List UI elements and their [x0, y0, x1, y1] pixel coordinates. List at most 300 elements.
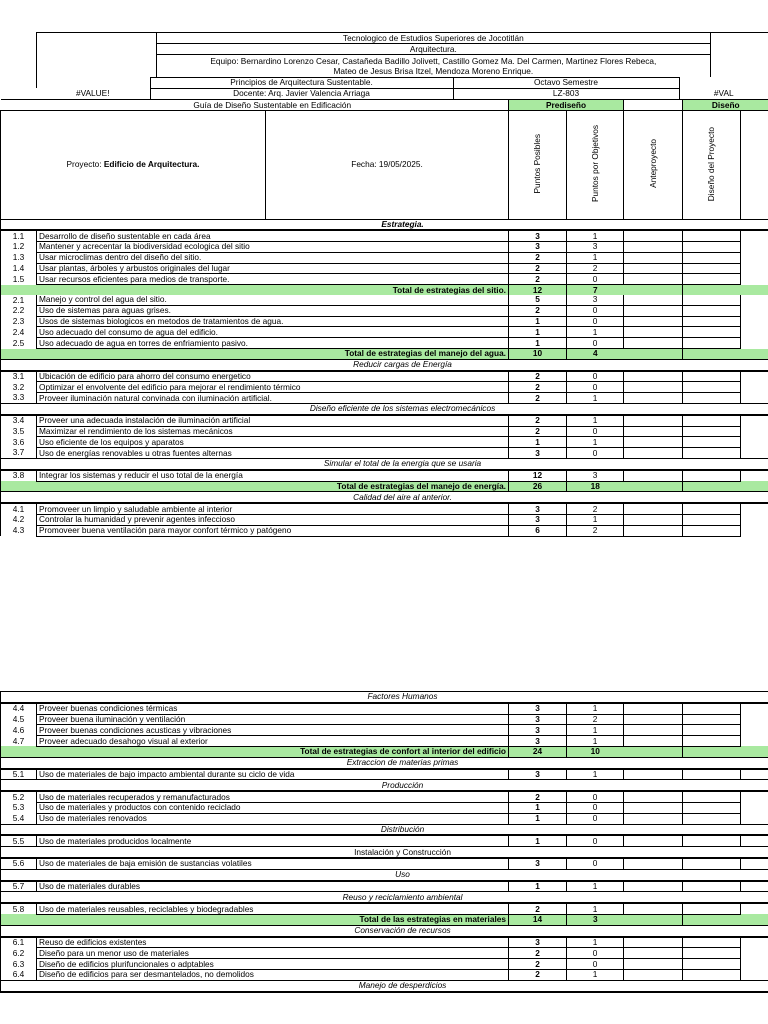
anteproyecto-cell [624, 937, 683, 948]
puntos-posibles: 3 [509, 242, 567, 253]
strategy-id: 5.1 [1, 769, 37, 780]
team-line-1: Equipo: Bernardino Lorenzo Cesar, Castañeda Badillo Jolivett, Castillo Gomez Ma. Del Carmen, Martinez Flores Rebeca, [210, 55, 657, 66]
strategy-id: 1.5 [1, 274, 37, 285]
trailing-cell [741, 515, 768, 526]
table-row [1, 295, 768, 305]
diseno-proyecto-cell [683, 703, 741, 714]
strategy-description: Usar plantas, árboles y arbustos originales del lugar [37, 263, 509, 274]
strategy-id: 4.2 [1, 515, 37, 526]
puntos-posibles: 2 [509, 252, 567, 263]
section-row [1, 847, 768, 858]
guide-title: Guía de Diseño Sustentable en Edificación [37, 100, 509, 111]
trailing-cell [741, 437, 768, 448]
puntos-posibles: 1 [509, 327, 567, 338]
trailing-cell [741, 448, 768, 459]
strategy-description: Promoveer buena ventilación para mayor confort térmico y patógeno [37, 525, 509, 536]
diseno-proyecto-cell [683, 338, 741, 349]
anteproyecto-cell [624, 525, 683, 536]
puntos-posibles: 2 [509, 948, 567, 959]
strategy-description: Controlar la humanidad y prevenir agentes infeccioso [37, 515, 509, 526]
diseno-proyecto-cell [683, 881, 741, 892]
puntos-objetivos: 1 [567, 327, 624, 338]
diseno-proyecto-cell [683, 305, 741, 316]
total-row [1, 914, 768, 925]
puntos-objetivos: 0 [567, 305, 624, 316]
table-row [1, 858, 768, 869]
diseno-proyecto-cell [683, 813, 741, 824]
total-label: Total de las estrategias en materiales [37, 914, 509, 925]
trailing-cell [741, 327, 768, 338]
table-row [1, 703, 768, 714]
table-row [1, 736, 768, 747]
table-row [1, 503, 768, 514]
total-row [1, 481, 768, 492]
diseno-proyecto-cell [683, 769, 741, 780]
strategy-id: 5.8 [1, 903, 37, 914]
trailing-cell [741, 316, 768, 327]
table-row [1, 327, 768, 338]
trailing-cell [741, 426, 768, 437]
trailing-cell [741, 503, 768, 514]
section-title: Extraccion de materias primas [37, 757, 768, 768]
sheet-page-1 [0, 32, 768, 537]
table-row [1, 881, 768, 892]
strategy-id: 6.2 [1, 948, 37, 959]
puntos-posibles: 2 [509, 791, 567, 802]
anteproyecto-cell [624, 327, 683, 338]
trailing-cell [741, 371, 768, 382]
puntos-objetivos: 2 [567, 263, 624, 274]
strategy-id: 5.5 [1, 835, 37, 846]
table-row [1, 242, 768, 253]
strategy-description: Proveer buenas condiciones térmicas [37, 703, 509, 714]
anteproyecto-cell [624, 252, 683, 263]
puntos-objetivos: 0 [567, 274, 624, 285]
total-row [1, 349, 768, 360]
puntos-objetivos: 1 [567, 393, 624, 404]
puntos-objetivos: 3 [567, 242, 624, 253]
error-cell-left: #VALUE! [75, 88, 110, 98]
puntos-objetivos: 3 [567, 470, 624, 481]
total-empty-cell [741, 746, 768, 757]
puntos-posibles: 6 [509, 525, 567, 536]
anteproyecto-cell [624, 813, 683, 824]
puntos-posibles: 2 [509, 305, 567, 316]
total-puntos-objetivos: 7 [567, 285, 624, 295]
section-row [1, 219, 768, 230]
header-table-2 [0, 77, 768, 100]
diseno-proyecto-cell [683, 426, 741, 437]
table-row [1, 959, 768, 970]
anteproyecto-cell [624, 515, 683, 526]
diseno-proyecto-cell [683, 448, 741, 459]
puntos-objetivos: 0 [567, 858, 624, 869]
anteproyecto-cell [624, 703, 683, 714]
anteproyecto-cell [624, 903, 683, 914]
anteproyecto-cell [624, 969, 683, 980]
header-table [36, 32, 768, 77]
strategies-table-page-1 [0, 219, 768, 537]
institution: Tecnologico de Estudios Superiores de Jocotitlán [156, 33, 711, 44]
strategy-id: 2.5 [1, 338, 37, 349]
anteproyecto-cell [624, 295, 683, 305]
puntos-posibles: 2 [509, 393, 567, 404]
table-row [1, 305, 768, 316]
strategy-id: 3.4 [1, 415, 37, 426]
prediseno-header: Prediseño [509, 100, 624, 111]
anteproyecto-cell [624, 736, 683, 747]
total-empty-cell [624, 349, 683, 360]
table-row [1, 515, 768, 526]
section-row [1, 757, 768, 768]
diseno-proyecto-cell [683, 470, 741, 481]
total-label: Total de estrategias del sitio. [37, 285, 509, 295]
trailing-cell [741, 813, 768, 824]
section-row [1, 892, 768, 903]
total-puntos-posibles: 14 [509, 914, 567, 925]
semester: Octavo Semestre [453, 77, 679, 88]
diseno-proyecto-cell [683, 316, 741, 327]
table-row [1, 252, 768, 263]
total-puntos-objetivos: 4 [567, 349, 624, 360]
table-row [1, 230, 768, 241]
diseno-proyecto-cell [683, 327, 741, 338]
strategy-id: 6.4 [1, 969, 37, 980]
strategy-description: Uso adecuado del consumo de agua del edificio. [37, 327, 509, 338]
strategy-description: Uso eficiente de los equipos y aparatos [37, 437, 509, 448]
anteproyecto-cell [624, 371, 683, 382]
strategy-id: 4.3 [1, 525, 37, 536]
strategy-id: 4.1 [1, 503, 37, 514]
strategy-description: Integrar los sistemas y reducir el uso total de la energía [37, 470, 509, 481]
puntos-objetivos: 1 [567, 230, 624, 241]
strategy-description: Diseño para un menor uso de materiales [37, 948, 509, 959]
puntos-objetivos: 1 [567, 725, 624, 736]
trailing-cell [741, 274, 768, 285]
strategy-description: Proveer buenas condiciones acusticas y vibraciones [37, 725, 509, 736]
diseno-proyecto-cell [683, 959, 741, 970]
strategy-id: 2.4 [1, 327, 37, 338]
anteproyecto-cell [624, 835, 683, 846]
strategy-description: Desarrollo de diseño sustentable en cada área [37, 230, 509, 241]
table-row [1, 470, 768, 481]
section-title: Simular el total de la energia que se usaria [37, 459, 768, 470]
total-empty-cell [683, 285, 741, 295]
trailing-cell [741, 305, 768, 316]
puntos-objetivos: 0 [567, 813, 624, 824]
table-row [1, 448, 768, 459]
strategy-description: Proveer adecuado desahogo visual al exterior [37, 736, 509, 747]
diseno-proyecto-cell [683, 948, 741, 959]
puntos-posibles: 3 [509, 736, 567, 747]
career: Arquitectura. [156, 44, 711, 55]
section-row [1, 824, 768, 835]
strategy-description: Uso de materiales de baja emisión de sustancias volatiles [37, 858, 509, 869]
error-cell-right: #VAL [713, 88, 734, 98]
puntos-objetivos: 1 [567, 736, 624, 747]
diseno-proyecto-cell [683, 525, 741, 536]
trailing-cell [741, 393, 768, 404]
diseno-proyecto-cell [683, 263, 741, 274]
anteproyecto-cell [624, 959, 683, 970]
trailing-cell [741, 382, 768, 393]
table-row [1, 937, 768, 948]
diseno-proyecto-cell [683, 903, 741, 914]
trailing-cell [741, 858, 768, 869]
section-row [1, 459, 768, 470]
diseno-proyecto-cell [683, 858, 741, 869]
puntos-posibles: 3 [509, 937, 567, 948]
anteproyecto-cell [624, 263, 683, 274]
anteproyecto-cell [624, 230, 683, 241]
anteproyecto-cell [624, 503, 683, 514]
diseno-proyecto-cell [683, 969, 741, 980]
puntos-posibles: 3 [509, 503, 567, 514]
table-row [1, 338, 768, 349]
puntos-objetivos: 1 [567, 937, 624, 948]
anteproyecto-cell [624, 769, 683, 780]
anteproyecto-cell [624, 242, 683, 253]
strategy-description: Uso de energías renovables u otras fuentes alternas [37, 448, 509, 459]
puntos-posibles: 3 [509, 703, 567, 714]
strategy-description: Uso de materiales y productos con contenido reciclado [37, 802, 509, 813]
puntos-objetivos: 1 [567, 703, 624, 714]
anteproyecto-cell [624, 316, 683, 327]
strategy-id: 4.7 [1, 736, 37, 747]
table-row [1, 525, 768, 536]
total-puntos-posibles: 12 [509, 285, 567, 295]
trailing-cell [741, 230, 768, 241]
puntos-objetivos: 0 [567, 802, 624, 813]
section-title: Producción [37, 780, 768, 791]
strategy-id: 3.2 [1, 382, 37, 393]
strategy-description: Uso de materiales de bajo impacto ambiental durante su ciclo de vida [37, 769, 509, 780]
puntos-posibles: 3 [509, 858, 567, 869]
total-puntos-posibles: 10 [509, 349, 567, 360]
puntos-posibles: 12 [509, 470, 567, 481]
puntos-posibles: 2 [509, 274, 567, 285]
sheet-page-2 [0, 691, 768, 993]
table-row [1, 948, 768, 959]
puntos-objetivos: 0 [567, 835, 624, 846]
section-title: Reducir cargas de Energía [37, 359, 768, 370]
strategy-description: Maximizar el rendimiento de los sistemas mecánicos [37, 426, 509, 437]
diseno-proyecto-cell [683, 835, 741, 846]
strategy-description: Proveer buena iluminación y ventilación [37, 714, 509, 725]
strategy-id: 1.3 [1, 252, 37, 263]
section-title: Distribución [37, 824, 768, 835]
col-header-puntos-posibles: Puntos Posibles [509, 111, 567, 219]
trailing-cell [741, 969, 768, 980]
anteproyecto-cell [624, 382, 683, 393]
strategies-table-page-2 [0, 691, 768, 993]
strategy-description: Uso adecuado de agua en torres de enfriamiento pasivo. [37, 338, 509, 349]
diseno-proyecto-cell [683, 802, 741, 813]
puntos-objetivos: 2 [567, 525, 624, 536]
table-row [1, 969, 768, 980]
strategy-id: 1.2 [1, 242, 37, 253]
strategy-id: 5.7 [1, 881, 37, 892]
strategy-id: 3.5 [1, 426, 37, 437]
puntos-objetivos: 0 [567, 959, 624, 970]
course: Principios de Arquitectura Sustentable. [150, 77, 453, 88]
diseno-proyecto-cell [683, 415, 741, 426]
anteproyecto-cell [624, 791, 683, 802]
anteproyecto-cell [624, 881, 683, 892]
anteproyecto-cell [624, 437, 683, 448]
puntos-objetivos: 1 [567, 515, 624, 526]
strategy-description: Reuso de edificios existentes [37, 937, 509, 948]
strategy-description: Usar microclimas dentro del diseño del sitio. [37, 252, 509, 263]
diseno-proyecto-cell [683, 503, 741, 514]
strategy-id: 2.2 [1, 305, 37, 316]
strategy-description: Uso de materiales recuperados y remanufacturados [37, 791, 509, 802]
date: Fecha: 19/05/2025. [266, 111, 509, 219]
group: LZ-803 [453, 88, 679, 99]
puntos-posibles: 1 [509, 437, 567, 448]
puntos-objetivos: 1 [567, 437, 624, 448]
strategy-description: Ubicación de edificio para ahorro del consumo energetico [37, 371, 509, 382]
total-row [1, 746, 768, 757]
puntos-posibles: 3 [509, 725, 567, 736]
trailing-cell [741, 338, 768, 349]
total-label: Total de estrategias de confort al interior del edificio [37, 746, 509, 757]
diseno-proyecto-cell [683, 791, 741, 802]
total-empty-cell [683, 481, 741, 492]
total-label: Total de estrategias del manejo del agua. [37, 349, 509, 360]
total-empty-cell [683, 746, 741, 757]
col-header-anteproyecto: Anteproyecto [624, 111, 683, 219]
trailing-cell [741, 252, 768, 263]
puntos-posibles: 3 [509, 714, 567, 725]
trailing-cell [741, 525, 768, 536]
anteproyecto-cell [624, 338, 683, 349]
puntos-objetivos: 1 [567, 415, 624, 426]
puntos-objetivos: 0 [567, 948, 624, 959]
trailing-cell [741, 802, 768, 813]
strategy-id: 5.2 [1, 791, 37, 802]
anteproyecto-cell [624, 274, 683, 285]
puntos-posibles: 2 [509, 969, 567, 980]
trailing-cell [741, 903, 768, 914]
strategy-id: 1.4 [1, 263, 37, 274]
puntos-posibles: 1 [509, 338, 567, 349]
table-row [1, 263, 768, 274]
table-row [1, 725, 768, 736]
total-empty-cell [624, 481, 683, 492]
puntos-objetivos: 0 [567, 382, 624, 393]
trailing-cell [741, 263, 768, 274]
strategy-id: 3.7 [1, 448, 37, 459]
diseno-proyecto-cell [683, 437, 741, 448]
diseno-proyecto-cell [683, 725, 741, 736]
strategy-id: 3.8 [1, 470, 37, 481]
section-row [1, 492, 768, 503]
anteproyecto-cell [624, 415, 683, 426]
strategy-id: 6.3 [1, 959, 37, 970]
strategy-id: 2.3 [1, 316, 37, 327]
total-empty-cell [741, 285, 768, 295]
table-row [1, 903, 768, 914]
puntos-posibles: 1 [509, 813, 567, 824]
table-row [1, 813, 768, 824]
table-row [1, 393, 768, 404]
strategy-id: 4.6 [1, 725, 37, 736]
table-row [1, 437, 768, 448]
strategy-description: Usos de sistemas biologicos en metodos de tratamientos de agua. [37, 316, 509, 327]
puntos-posibles: 2 [509, 415, 567, 426]
puntos-objetivos: 2 [567, 714, 624, 725]
section-row [1, 869, 768, 880]
trailing-cell [741, 791, 768, 802]
project-label: Proyecto: [66, 159, 104, 170]
section-row [1, 980, 768, 991]
total-empty-cell [741, 914, 768, 925]
puntos-posibles: 1 [509, 881, 567, 892]
diseno-proyecto-cell [683, 252, 741, 263]
strategy-description: Diseño de edificios para ser desmantelados, no demolidos [37, 969, 509, 980]
anteproyecto-cell [624, 714, 683, 725]
table-row [1, 371, 768, 382]
strategy-description: Promoveer un limpio y saludable ambiente al interior [37, 503, 509, 514]
col-header-diseno-proyecto: Diseño del Proyecto [683, 111, 741, 219]
total-empty-cell [683, 914, 741, 925]
trailing-cell [741, 736, 768, 747]
strategy-description: Usar recursos eficientes para medios de transporte. [37, 274, 509, 285]
puntos-objetivos: 1 [567, 969, 624, 980]
table-row [1, 714, 768, 725]
diseno-proyecto-cell [683, 274, 741, 285]
diseno-proyecto-cell [683, 242, 741, 253]
strategy-id: 5.4 [1, 813, 37, 824]
strategy-description: Mantener y acrecentar la biodiversidad ecologica del sitio [37, 242, 509, 253]
strategy-id: 3.1 [1, 371, 37, 382]
trailing-cell [741, 470, 768, 481]
strategy-id: 1.1 [1, 230, 37, 241]
strategy-description: Proveer una adecuada instalación de iluminación artificial [37, 415, 509, 426]
section-title: Diseño eficiente de los sistemas electromecánicos [37, 404, 768, 415]
puntos-objetivos: 0 [567, 448, 624, 459]
section-title: Instalación y Construcción [37, 847, 768, 858]
strategy-description: Optimizar el envolvente del edificio para mejorar el rendimiento térmico [37, 382, 509, 393]
total-empty-cell [741, 481, 768, 492]
teacher: Docente: Arq. Javier Valencia Arriaga [150, 88, 453, 99]
anteproyecto-cell [624, 426, 683, 437]
table-row [1, 274, 768, 285]
strategy-id: 2.1 [1, 295, 37, 305]
diseno-proyecto-cell [683, 736, 741, 747]
puntos-posibles: 3 [509, 448, 567, 459]
diseno-proyecto-cell [683, 230, 741, 241]
trailing-cell [741, 725, 768, 736]
section-row [1, 404, 768, 415]
total-puntos-posibles: 24 [509, 746, 567, 757]
puntos-objetivos: 0 [567, 791, 624, 802]
table-row [1, 835, 768, 846]
section-title: Manejo de desperdicios [37, 980, 768, 991]
trailing-cell [741, 295, 768, 305]
trailing-cell [741, 835, 768, 846]
puntos-posibles: 3 [509, 230, 567, 241]
table-row [1, 415, 768, 426]
diseno-proyecto-cell [683, 714, 741, 725]
section-row [1, 925, 768, 936]
trailing-cell [741, 242, 768, 253]
puntos-posibles: 2 [509, 959, 567, 970]
section-title: Factores Humanos [37, 692, 768, 703]
diseno-proyecto-cell [683, 295, 741, 305]
puntos-objetivos: 1 [567, 769, 624, 780]
